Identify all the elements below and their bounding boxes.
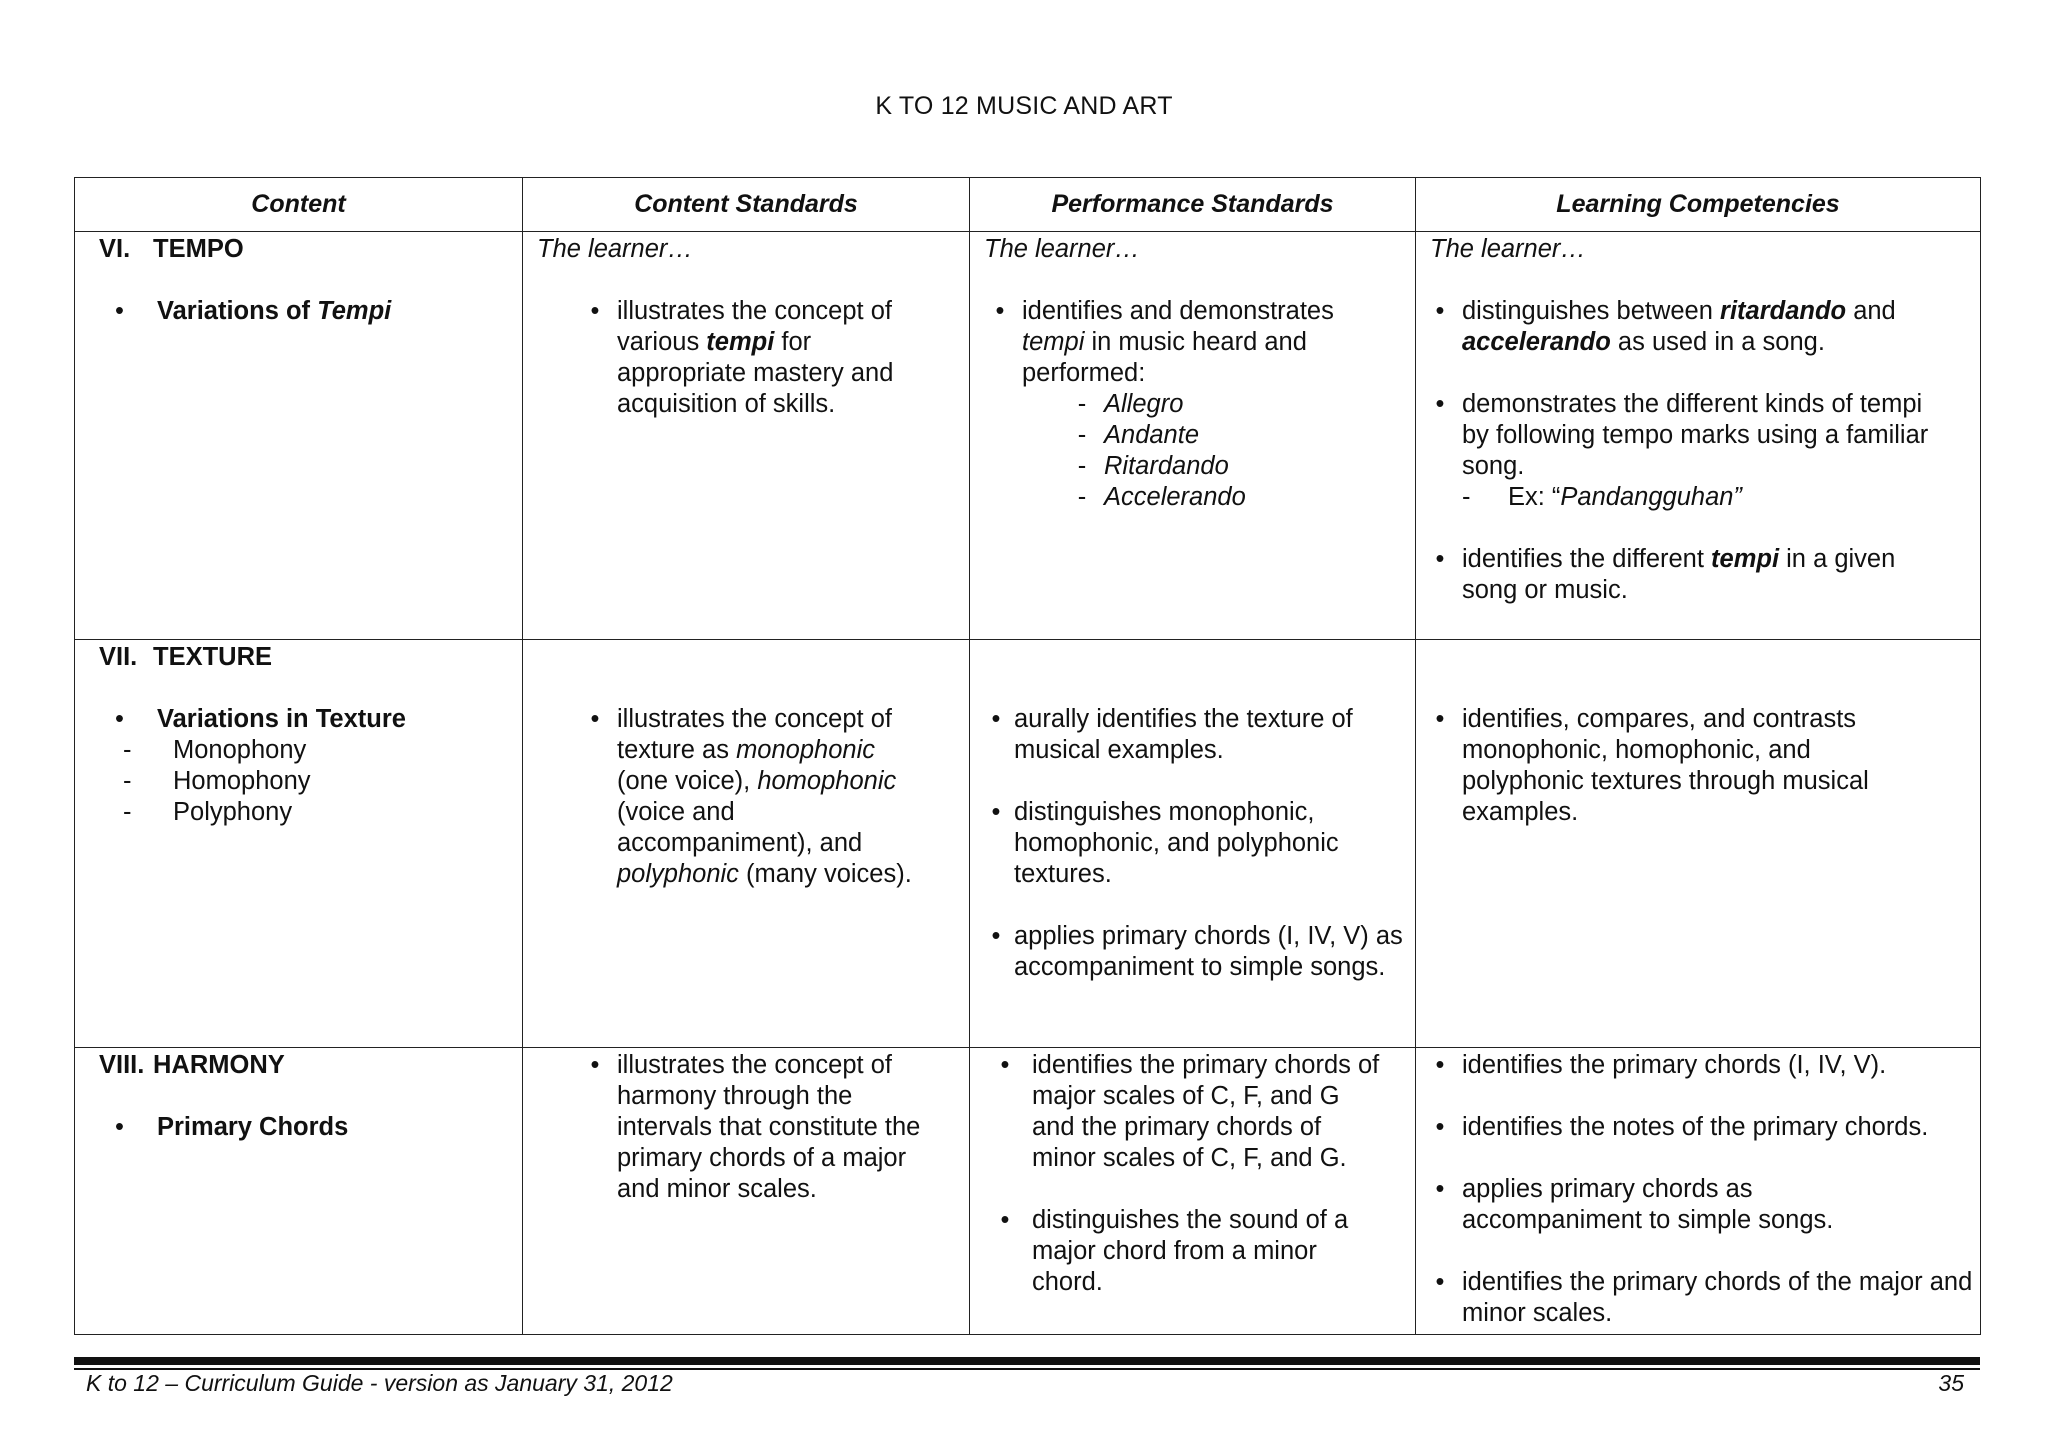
bullet-dot-icon: • bbox=[1435, 705, 1445, 733]
list-item: • identifies the notes of the primary chords. bbox=[1416, 1112, 1980, 1143]
bullet-dot-icon: • bbox=[1435, 390, 1445, 418]
content-cell bbox=[75, 640, 523, 1048]
bullet-dot-icon: • bbox=[1435, 1051, 1445, 1079]
topic-item: • Primary Chords bbox=[115, 1113, 349, 1141]
example-item: - Ex: “Pandangguhan” bbox=[1462, 483, 1742, 511]
dash-icon: - bbox=[1077, 483, 1087, 511]
list-item: • identifies the different tempi in a given song or music. bbox=[1416, 544, 1980, 606]
learning-competencies-cell bbox=[1416, 232, 1981, 640]
page-title: K TO 12 MUSIC AND ART bbox=[875, 92, 1173, 120]
bullet-dot-icon: • bbox=[1000, 1206, 1010, 1234]
list-item: • aurally identifies the texture of musical examples. bbox=[970, 704, 1415, 766]
column-header-performance-standards: Performance Standards bbox=[970, 178, 1416, 232]
list-item: • demonstrates the different kinds of tempi by following tempo marks using a familiar song. - Ex: “Pandangguhan” bbox=[1416, 389, 1980, 513]
list-item: • identifies the primary chords (I, IV, V). bbox=[1416, 1050, 1980, 1081]
bullet-dot-icon: • bbox=[995, 297, 1005, 325]
column-header-learning-competencies: Learning Competencies bbox=[1416, 178, 1981, 232]
dash-icon: - bbox=[123, 767, 132, 795]
bullet-dot-icon: • bbox=[590, 705, 600, 733]
list-item: • identifies the primary chords of the major and minor scales. bbox=[1416, 1267, 1980, 1329]
list-item: • identifies, compares, and contrasts monophonic, homophonic, and polyphonic textures through musical examples. bbox=[1416, 704, 1980, 828]
tempo-item: - Allegro bbox=[1022, 389, 1415, 420]
list-item: • distinguishes between ritardando and accelerando as used in a song. bbox=[1416, 296, 1980, 358]
dash-icon: - bbox=[1462, 483, 1471, 511]
list-item: • distinguishes the sound of a major chord from a minor chord. bbox=[970, 1205, 1415, 1298]
bullet-dot-icon: • bbox=[590, 297, 600, 325]
section-heading: VII. TEXTURE bbox=[99, 643, 273, 671]
bullet-dot-icon: • bbox=[991, 798, 1001, 826]
content-standards-cell bbox=[523, 232, 970, 640]
bullet-dot-icon: • bbox=[1435, 1268, 1445, 1296]
footer-rule-thick bbox=[74, 1357, 1980, 1365]
table-row bbox=[75, 232, 1981, 640]
bullet-dot-icon: • bbox=[1435, 297, 1445, 325]
texture-item: - Homophony bbox=[123, 767, 311, 795]
dash-icon: - bbox=[1077, 452, 1087, 480]
bullet-dot-icon: • bbox=[1435, 1175, 1445, 1203]
content-cell bbox=[75, 1048, 523, 1335]
topic-item: • Variations of Tempi bbox=[115, 297, 392, 325]
performance-standards-cell bbox=[970, 1048, 1416, 1335]
column-header-content: Content bbox=[75, 178, 523, 232]
content-standards-cell bbox=[523, 1048, 970, 1335]
bullet-dot-icon: • bbox=[991, 922, 1001, 950]
content-standards-cell bbox=[523, 640, 970, 1048]
topic-item: • Variations in Texture bbox=[115, 705, 406, 733]
learner-label: The learner… bbox=[537, 235, 693, 263]
tempo-item: - Accelerando bbox=[1022, 482, 1415, 513]
list-item: • identifies the primary chords of major scales of C, F, and G and the primary chords of minor scales of C, F, and G. bbox=[970, 1050, 1415, 1174]
learning-competencies-cell bbox=[1416, 640, 1981, 1048]
dash-icon: - bbox=[123, 736, 132, 764]
bullet-dot-icon: • bbox=[115, 1113, 124, 1141]
texture-item: - Monophony bbox=[123, 736, 307, 764]
table-header-row bbox=[75, 178, 1981, 232]
performance-standards-cell bbox=[970, 232, 1416, 640]
curriculum-table bbox=[74, 177, 1981, 1335]
performance-standards-cell bbox=[970, 640, 1416, 1048]
learner-label: The learner… bbox=[984, 235, 1140, 263]
bullet-dot-icon: • bbox=[115, 705, 124, 733]
bullet-dot-icon: • bbox=[590, 1051, 600, 1079]
list-item: • distinguishes monophonic, homophonic, and polyphonic textures. bbox=[970, 797, 1415, 890]
dash-icon: - bbox=[123, 798, 132, 826]
texture-item: - Polyphony bbox=[123, 798, 293, 826]
tempo-item: - Andante bbox=[1022, 420, 1415, 451]
table-row bbox=[75, 640, 1981, 1048]
learner-label: The learner… bbox=[1430, 235, 1586, 263]
page-number: 35 bbox=[1938, 1370, 1964, 1396]
list-item: • identifies and demonstrates tempi in music heard and performed: - Allegro - Andante - Ritardando - Accelerando bbox=[970, 296, 1415, 513]
list-item: • illustrates the concept of harmony through the intervals that constitute the primary chords of a major and minor scales. bbox=[523, 1050, 969, 1205]
table-row bbox=[75, 1048, 1981, 1335]
tempo-item: - Ritardando bbox=[1022, 451, 1415, 482]
list-item: • applies primary chords (I, IV, V) as accompaniment to simple songs. bbox=[970, 921, 1415, 983]
bullet-dot-icon: • bbox=[1435, 1113, 1445, 1141]
bullet-dot-icon: • bbox=[115, 297, 124, 325]
column-header-content-standards: Content Standards bbox=[523, 178, 970, 232]
content-cell bbox=[75, 232, 523, 640]
bullet-dot-icon: • bbox=[1435, 545, 1445, 573]
list-item: • illustrates the concept of texture as monophonic (one voice), homophonic (voice and accompaniment), and polyphonic (many voices). bbox=[523, 704, 969, 890]
footer-version-text: K to 12 – Curriculum Guide - version as January 31, 2012 bbox=[86, 1370, 673, 1396]
bullet-dot-icon: • bbox=[1000, 1051, 1010, 1079]
list-item: • illustrates the concept of various tempi for appropriate mastery and acquisition of skills. bbox=[523, 296, 969, 420]
section-heading: VIII. HARMONY bbox=[99, 1051, 285, 1079]
dash-icon: - bbox=[1077, 421, 1087, 449]
section-heading: VI. TEMPO bbox=[99, 235, 244, 263]
dash-icon: - bbox=[1077, 390, 1087, 418]
bullet-dot-icon: • bbox=[991, 705, 1001, 733]
learning-competencies-cell bbox=[1416, 1048, 1981, 1335]
list-item: • applies primary chords as accompaniment to simple songs. bbox=[1416, 1174, 1980, 1236]
